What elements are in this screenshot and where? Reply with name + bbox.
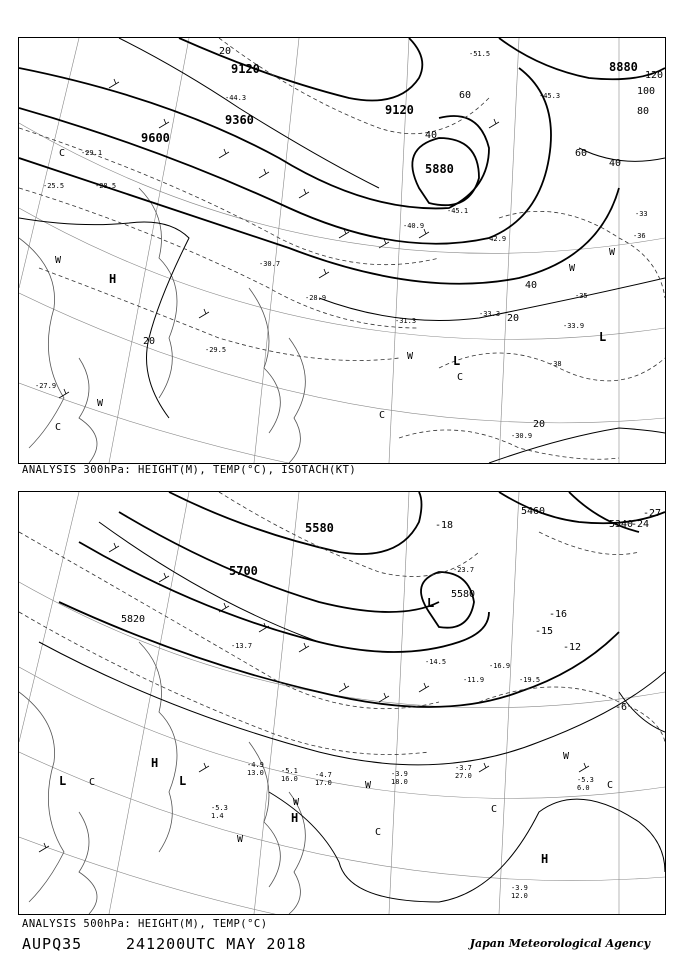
temperature-label: 27.0 xyxy=(455,772,472,780)
caption-300hpa: ANALYSIS 300hPa: HEIGHT(M), TEMP(°C), ISOTACH(KT) xyxy=(22,464,357,476)
map-500hpa-svg xyxy=(19,492,665,914)
temperature-label: -38 xyxy=(549,360,562,368)
high-pressure-center: H xyxy=(291,811,299,825)
height-label: 9120 xyxy=(385,103,414,117)
height-label: 5460 xyxy=(521,506,546,517)
height-label: 5820 xyxy=(121,614,146,625)
warm-center: W xyxy=(237,834,244,845)
temperature-label: -29.1 xyxy=(81,149,103,157)
temperature-label: -25.5 xyxy=(43,182,65,190)
temperature-label: -5.3 xyxy=(211,804,228,812)
isotach-label: 100 xyxy=(637,86,656,97)
temperature-label: -30.9 xyxy=(511,432,533,440)
agency-name: Japan Meteorological Agency xyxy=(469,937,650,950)
temperature-label: -4.7 xyxy=(315,771,332,779)
isotherm-label: -15 xyxy=(535,626,554,637)
temperature-label: -23.7 xyxy=(453,566,475,574)
warm-center: W xyxy=(563,751,570,762)
temperature-label: -3.7 xyxy=(455,764,472,772)
warm-center: W xyxy=(407,351,414,362)
temperature-label: -28.9 xyxy=(305,294,327,302)
isotach-label: 60 xyxy=(575,148,588,159)
isotach-label: 20 xyxy=(533,419,546,430)
temperature-label: -33.9 xyxy=(563,322,585,330)
temperature-label: -35 xyxy=(575,292,588,300)
wind-barbs xyxy=(39,543,589,852)
height-contours xyxy=(19,38,665,284)
isotach-label: 60 xyxy=(459,90,472,101)
temperature-label: 16.0 xyxy=(281,775,298,783)
temperature-label: -51.5 xyxy=(469,50,491,58)
temperature-label: -30.7 xyxy=(259,260,281,268)
temperature-label: -27.9 xyxy=(35,382,57,390)
isotach-label: 80 xyxy=(637,106,650,117)
cold-center: C xyxy=(457,372,464,383)
warm-center: W xyxy=(365,780,372,791)
chart-code: AUPQ35 xyxy=(22,935,83,953)
low-pressure-center: L xyxy=(179,774,187,788)
isotach-label: 40 xyxy=(609,158,622,169)
isotherm-label: -16 xyxy=(549,609,568,620)
temperature-label: -31.3 xyxy=(395,317,417,325)
temperature-label: 18.0 xyxy=(391,778,408,786)
low-pressure-center: L xyxy=(59,774,67,788)
cold-center: C xyxy=(379,410,386,421)
isotherm-label: -12 xyxy=(563,642,582,653)
cold-center: C xyxy=(491,804,498,815)
low-pressure-center: L xyxy=(427,596,435,610)
isotherm-label: -27 xyxy=(643,508,662,519)
temperature-label: -33 xyxy=(635,210,648,218)
wind-barbs xyxy=(59,79,499,398)
valid-time: 241200UTC MAY 2018 xyxy=(126,935,307,953)
temperature-label: -4.9 xyxy=(247,761,264,769)
map-300hpa-svg xyxy=(19,38,665,463)
cold-center: C xyxy=(89,777,96,788)
temperature-label: 13.0 xyxy=(247,769,264,777)
map-panel-500hpa xyxy=(18,491,666,915)
warm-center: W xyxy=(293,797,300,808)
temperature-label: -19.5 xyxy=(519,676,541,684)
high-pressure-center: H xyxy=(151,756,159,770)
height-label: 5580 xyxy=(305,521,334,535)
isotherm-contours xyxy=(39,522,665,902)
graticule xyxy=(19,492,665,914)
high-pressure-center: H xyxy=(541,852,549,866)
height-contours xyxy=(59,492,665,707)
isotach-label: 20 xyxy=(143,336,156,347)
isotherm-label: -24 xyxy=(631,519,650,530)
isotach-label: 40 xyxy=(425,130,438,141)
isotach-label: 20 xyxy=(507,313,520,324)
temperature-label: -33.3 xyxy=(479,310,501,318)
temperature-label: -5.1 xyxy=(281,767,298,775)
temperature-label: 12.0 xyxy=(511,892,528,900)
temperature-label: -42.9 xyxy=(485,235,507,243)
coastlines xyxy=(19,188,305,463)
isotach-label: 40 xyxy=(525,280,538,291)
temperature-label: 17.0 xyxy=(315,779,332,787)
warm-center: W xyxy=(55,255,62,266)
isotach-label: 120 xyxy=(645,70,664,81)
temperature-label: -44.3 xyxy=(225,94,247,102)
height-label: 9120 xyxy=(231,62,260,76)
temperature-label: -16.9 xyxy=(489,662,511,670)
cold-center: C xyxy=(55,422,62,433)
cold-center: C xyxy=(375,827,382,838)
temperature-label: -45.1 xyxy=(447,207,469,215)
low-pressure-center: L xyxy=(453,354,461,368)
graticule xyxy=(19,38,665,463)
height-label: 9360 xyxy=(225,113,254,127)
high-pressure-center: H xyxy=(109,272,117,286)
cold-center: C xyxy=(59,148,66,159)
height-label: 9600 xyxy=(141,131,170,145)
height-label: 5880 xyxy=(425,162,454,176)
caption-500hpa: ANALYSIS 500hPa: HEIGHT(M), TEMP(°C) xyxy=(22,918,268,930)
temperature-label: -14.5 xyxy=(425,658,447,666)
height-label: 5700 xyxy=(229,564,258,578)
isotherm-label: -6 xyxy=(615,702,628,713)
temperature-label: -3.9 xyxy=(511,884,528,892)
warm-center: W xyxy=(569,263,576,274)
low-pressure-center: L xyxy=(599,330,607,344)
temperature-contours xyxy=(19,38,665,459)
isotach-label: 20 xyxy=(219,46,232,57)
height-label: 5340 xyxy=(609,519,634,530)
temperature-label: 6.0 xyxy=(577,784,590,792)
temperature-label: -45.3 xyxy=(539,92,561,100)
map-panel-300hpa xyxy=(18,37,666,464)
temperature-label: -13.7 xyxy=(231,642,253,650)
temperature-label: -36 xyxy=(633,232,646,240)
temperature-label: -5.3 xyxy=(577,776,594,784)
height-label: 8880 xyxy=(609,60,638,74)
temperature-label: -3.9 xyxy=(391,770,408,778)
warm-center: W xyxy=(97,398,104,409)
temperature-contours xyxy=(19,492,665,755)
height-label: 5580 xyxy=(451,589,476,600)
cold-center: C xyxy=(607,780,614,791)
temperature-label: -29.5 xyxy=(205,346,227,354)
temperature-label: -40.9 xyxy=(403,222,425,230)
isotherm-label: -18 xyxy=(435,520,454,531)
temperature-label: -11.9 xyxy=(463,676,485,684)
temperature-label: 1.4 xyxy=(211,812,224,820)
warm-center: W xyxy=(609,247,616,258)
temperature-label: -28.5 xyxy=(95,182,117,190)
